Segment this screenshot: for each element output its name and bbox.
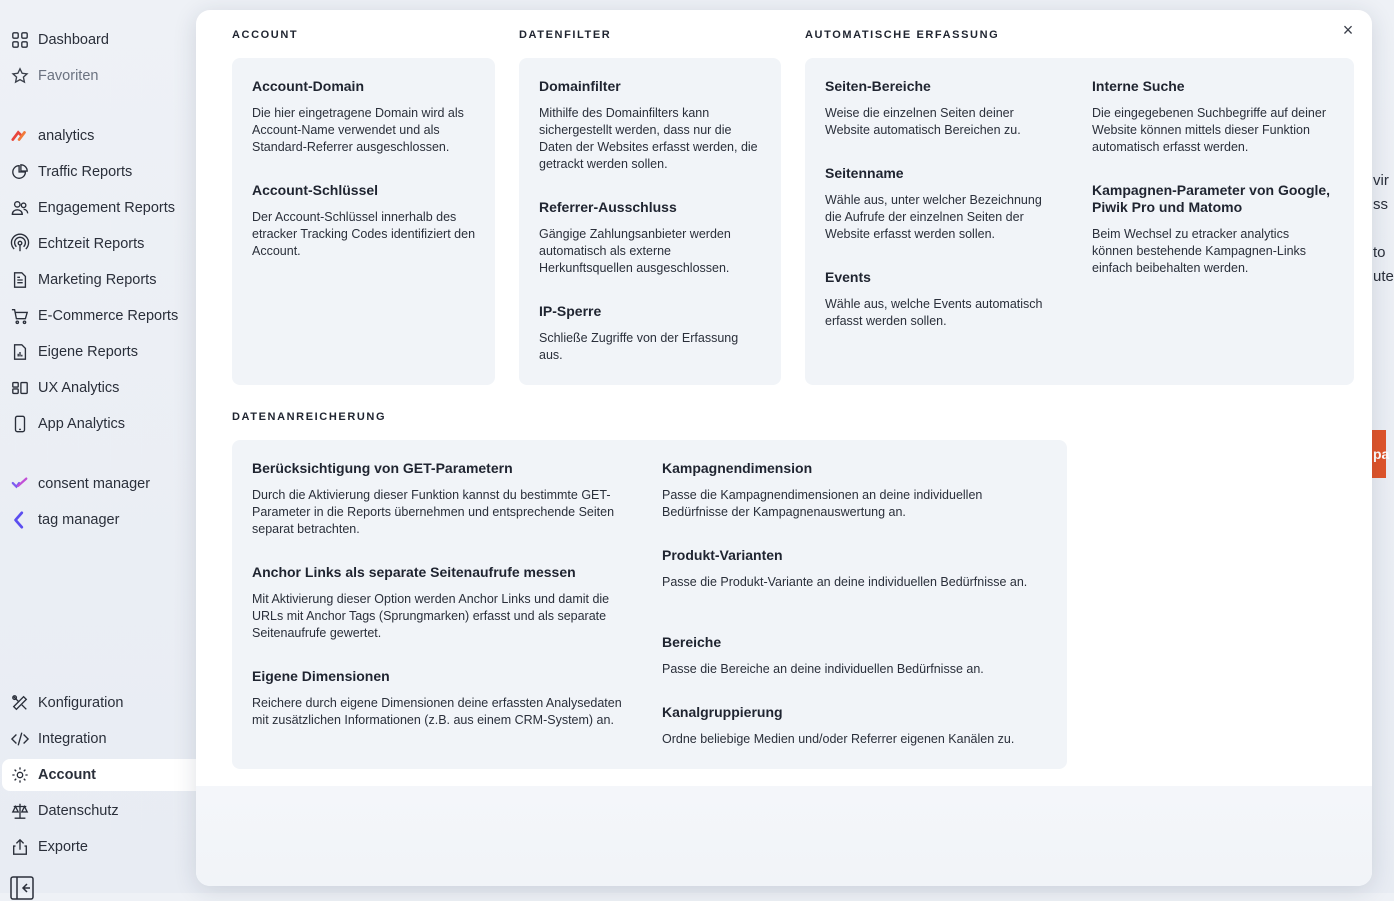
pie-chart-icon — [10, 162, 30, 182]
item-description: Gängige Zahlungsanbieter werden automatisch als externe Herkunftsquellen ausgeschlossen. — [539, 227, 731, 275]
item-title: Produkt-Varianten — [662, 547, 783, 563]
background-text: vir — [1373, 172, 1389, 189]
item-events[interactable] — [825, 269, 1061, 330]
sidebar-item-datenschutz[interactable] — [0, 795, 196, 827]
collapse-sidebar-button[interactable] — [10, 876, 34, 896]
sidebar-item-traffic-reports[interactable] — [0, 156, 196, 188]
sidebar — [0, 0, 196, 893]
item-description: Ordne beliebige Medien und/oder Referrer eigenen Kanälen zu. — [662, 732, 1015, 746]
card-account — [232, 58, 495, 385]
sidebar-item-favoriten[interactable] — [0, 60, 196, 92]
sidebar-item-exporte[interactable] — [0, 831, 196, 863]
background-text: pa — [1373, 446, 1390, 462]
sidebar-item-analytics[interactable] — [0, 120, 196, 152]
ux-icon — [10, 378, 30, 398]
section-title-account: ACCOUNT — [232, 29, 299, 41]
item-title: Kanalgruppierung — [662, 704, 783, 720]
sidebar-item-marketing-reports[interactable] — [0, 264, 196, 296]
item-kampagnendimension[interactable] — [662, 460, 1046, 521]
sidebar-item-account[interactable] — [2, 759, 196, 791]
sidebar-item-label: Echtzeit Reports — [38, 236, 145, 252]
sidebar-item-label: Account — [38, 767, 96, 783]
item-description: Passe die Bereiche an deine individuellen Bedürfnisse an. — [662, 662, 984, 676]
tools-icon — [10, 693, 30, 713]
item-ip-sperre[interactable] — [539, 303, 763, 364]
sidebar-item-label: UX Analytics — [38, 380, 120, 396]
item-description: Passe die Kampagnendimensionen an deine individuellen Bedürfnisse der Kampagnenauswertung an. — [662, 488, 983, 519]
item-title: Seiten-Bereiche — [825, 78, 931, 94]
item-account-schluessel[interactable] — [252, 182, 480, 260]
item-title: Anchor Links als separate Seitenaufrufe messen — [252, 564, 576, 580]
background-text: ute — [1373, 268, 1394, 285]
item-description: Schließe Zugriffe von der Erfassung aus. — [539, 331, 739, 362]
sidebar-item-label: analytics — [38, 128, 95, 144]
item-title: Eigene Dimensionen — [252, 668, 390, 684]
sidebar-item-app-analytics[interactable] — [0, 408, 196, 440]
item-referrer-ausschluss[interactable] — [539, 199, 763, 277]
item-title: Referrer-Ausschluss — [539, 199, 677, 215]
item-description: Wähle aus, welche Events automatisch erfasst werden sollen. — [825, 297, 1043, 328]
item-eigene-dimensionen[interactable] — [252, 668, 636, 729]
sidebar-item-label: Konfiguration — [38, 695, 124, 711]
section-title-datenanreicherung: DATENANREICHERUNG — [232, 411, 387, 423]
item-title: Bereiche — [662, 634, 722, 650]
scale-icon — [10, 801, 30, 821]
item-description: Weise die einzelnen Seiten deiner Website automatisch Bereichen zu. — [825, 106, 1021, 137]
close-icon: × — [1342, 20, 1354, 40]
sidebar-item-ecommerce-reports[interactable] — [0, 300, 196, 332]
item-description: Beim Wechsel zu etracker analytics können bestehende Kampagnen-Links einfach beibehalten werden. — [1092, 227, 1307, 275]
tag-logo-icon — [10, 510, 30, 530]
sidebar-item-tag-manager[interactable] — [0, 504, 196, 536]
item-seiten-bereiche[interactable] — [825, 78, 1061, 139]
item-produkt-varianten[interactable] — [662, 547, 1046, 591]
background-text: ss — [1373, 196, 1388, 213]
document-icon — [10, 270, 30, 290]
analytics-logo-icon — [10, 126, 30, 146]
sidebar-item-label: Integration — [38, 731, 107, 747]
collapse-icon — [10, 876, 34, 896]
item-title: Berücksichtigung von GET-Parametern — [252, 460, 513, 476]
card-automatische-erfassung — [805, 58, 1354, 385]
star-icon — [10, 66, 30, 86]
sidebar-item-integration[interactable] — [0, 723, 196, 755]
sidebar-item-label: Favoriten — [38, 68, 99, 84]
item-description: Reichere durch eigene Dimensionen deine erfassten Analysedaten mit zusätzlichen Informationen (z.B. aus einem CRM-System) an. — [252, 696, 622, 727]
item-account-domain[interactable] — [252, 78, 480, 156]
sidebar-item-label: consent manager — [38, 476, 151, 492]
sidebar-item-label: App Analytics — [38, 416, 126, 432]
sidebar-item-ux-analytics[interactable] — [0, 372, 196, 404]
phone-icon — [10, 414, 30, 434]
sidebar-item-eigene-reports[interactable] — [0, 336, 196, 368]
item-get-parameter[interactable] — [252, 460, 636, 538]
card-datenfilter — [519, 58, 781, 385]
item-interne-suche[interactable] — [1092, 78, 1332, 156]
sidebar-item-dashboard[interactable] — [0, 24, 196, 56]
report-icon — [10, 342, 30, 362]
background-orange-button — [1372, 430, 1390, 478]
sidebar-item-label: Eigene Reports — [38, 344, 138, 360]
export-icon — [10, 837, 30, 857]
item-title: Seitenname — [825, 165, 904, 181]
item-bereiche[interactable] — [662, 634, 1046, 678]
item-domainfilter[interactable] — [539, 78, 763, 173]
section-title-automatische-erfassung: AUTOMATISCHE ERFASSUNG — [805, 29, 1000, 41]
item-title: Domainfilter — [539, 78, 621, 94]
item-description: Die hier eingetragene Domain wird als Account-Name verwendet und als Standard-Referrer ausgeschlossen. — [252, 106, 464, 154]
account-settings-modal — [196, 10, 1372, 886]
sidebar-item-consent-manager[interactable] — [0, 468, 196, 500]
item-description: Der Account-Schlüssel innerhalb des etracker Tracking Codes identifiziert den Account. — [252, 210, 476, 258]
item-title: Events — [825, 269, 871, 285]
cart-icon — [10, 306, 30, 326]
item-title: Account-Domain — [252, 78, 364, 94]
gear-icon — [10, 765, 30, 785]
item-description: Die eingegebenen Suchbegriffe auf deiner Website können mittels dieser Funktion automatisch erfasst werden. — [1092, 106, 1326, 154]
item-seitenname[interactable] — [825, 165, 1061, 243]
sidebar-item-label: Exporte — [38, 839, 88, 855]
sidebar-item-label: Dashboard — [38, 32, 109, 48]
sidebar-item-label: tag manager — [38, 512, 120, 528]
sidebar-item-label: Datenschutz — [38, 803, 119, 819]
card-datenanreicherung — [232, 440, 1067, 769]
sidebar-item-label: Marketing Reports — [38, 272, 157, 288]
sidebar-item-label: E-Commerce Reports — [38, 308, 179, 324]
grid-icon — [10, 30, 30, 50]
users-icon — [10, 198, 30, 218]
item-kanalgruppierung[interactable] — [662, 704, 1046, 748]
sidebar-item-label: Traffic Reports — [38, 164, 133, 180]
item-description: Wähle aus, unter welcher Bezeichnung die Aufrufe der einzelnen Seiten der Website erfasst werden sollen. — [825, 193, 1042, 241]
code-icon — [10, 729, 30, 749]
item-description: Mit Aktivierung dieser Option werden Anchor Links und damit die URLs mit Anchor Tags (Sprungmarken) erfasst und als separate Seitenaufrufe gewertet. — [252, 592, 610, 640]
item-title: IP-Sperre — [539, 303, 602, 319]
sidebar-item-label: Engagement Reports — [38, 200, 176, 216]
close-button[interactable] — [1338, 20, 1358, 40]
background-text: to — [1373, 244, 1386, 261]
item-title: Interne Suche — [1092, 78, 1185, 94]
consent-logo-icon — [10, 474, 30, 494]
sidebar-item-engagement-reports[interactable] — [0, 192, 196, 224]
sidebar-item-echtzeit-reports[interactable] — [0, 228, 196, 260]
live-icon — [10, 234, 30, 254]
item-description: Mithilfe des Domainfilters kann sichergestellt werden, dass nur die Daten der Websites erfasst werden, die getrackt werden sollen. — [539, 106, 758, 171]
item-anchor-links[interactable] — [252, 564, 636, 642]
sidebar-item-konfiguration[interactable] — [0, 687, 196, 719]
section-title-datenfilter: DATENFILTER — [519, 29, 612, 41]
item-description: Durch die Aktivierung dieser Funktion kannst du bestimmte GET-Parameter in die Reports übernehmen und entsprechende Seiten separat betrachten. — [252, 488, 615, 536]
item-description: Passe die Produkt-Variante an deine individuellen Bedürfnisse an. — [662, 575, 1028, 589]
item-title: Kampagnendimension — [662, 460, 813, 476]
item-kampagnen-parameter[interactable] — [1092, 182, 1332, 277]
item-title: Kampagnen-Parameter von Google, Piwik Pro und Matomo — [1092, 182, 1331, 215]
modal-footer — [196, 786, 1372, 886]
item-title: Account-Schlüssel — [252, 182, 379, 198]
